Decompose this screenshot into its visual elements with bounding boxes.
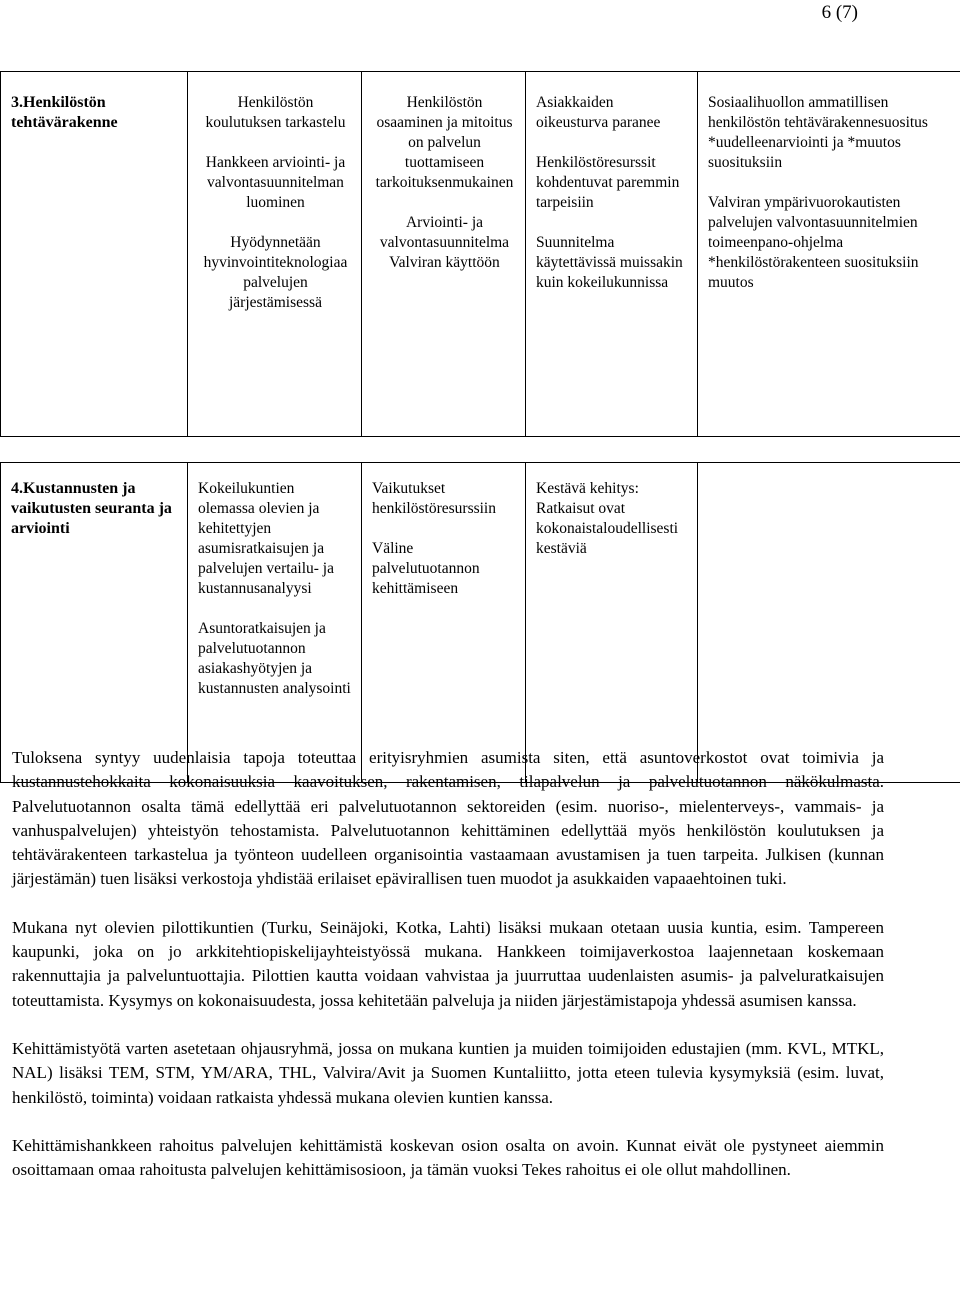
table-cell	[526, 72, 698, 437]
cell-text: Valviran ympärivuorokautisten palvelujen valvontasuunnitelmien toimeenpano-ohjelma *henkilöstörakenteen suosituksiin muutos	[708, 194, 919, 291]
table-row	[1, 72, 960, 437]
row-header-text: 4.Kustannusten ja vaikutusten seuranta ja arviointi	[11, 480, 172, 537]
paragraph: Tuloksena syntyy uudenlaisia tapoja toteuttaa erityisryhmien asumista siten, että asuntoverkostot ovat toimivia ja kustannustehokkaita kokonaisuuksia kaavoituksen, rakentamisen, tilapalvelun ja palvelutuotannon näkökulmasta. Palvelutuotannon osalta tämä edellyttää eri palvelutuotannon sektoreiden (esim. nuoriso-, mielenterveys-, vammais- ja vanhuspalvelujen) yhteistyön tehostamista. Palvelutuotannon kehittäminen edellyttää myös henkilöstön koulutuksen ja tehtävärakenteen tarkastelua ja työnteon uudelleen organisointia vastaamaan avustamisen ja tuen tarpeita. Julkisen (kunnan järjestämän) tuen lisäksi verkostoja yhdistää erilaiset epävirallisen tuen muodot ja asukkaiden vapaaehtoinen tuki.	[12, 748, 884, 889]
paragraph: Mukana nyt olevien pilottikuntien (Turku, Seinäjoki, Kotka, Lahti) lisäksi mukaan otetaan uusia kuntia, esim. Tampereen kaupunki, joka on jo arkkitehtiopiskelijayhteistyössä mukana. Hankkeen toimijaverkostoa laajennetaan koskemaan rakennuttajia ja palveluntuottajia. Pilottien kautta voidaan vahvistaa ja juurruttaa uudenlaisten asumis- ja palveluratkaisujen toteuttamista. Kysymys on kokonaisuudesta, jossa kehitetään palveluja ja niiden järjestämistapoja yhdessä asumisen kanssa.	[12, 917, 884, 1010]
project-table	[0, 71, 960, 783]
paragraph: Kehittämistyötä varten asetetaan ohjausryhmä, jossa on mukana kuntien ja muiden toimijoiden edustajien (mm. KVL, MTKL, NAL) lisäksi TEM, STM, YM/ARA, THL, Valvira/Avit ja Suomen Kuntaliitto, jotta eteen tulevia kysymyksiä (esim. luvat, henkilöstö, toiminta) voidaan ratkaista yhdessä mukana olevien kuntien kanssa.	[12, 1038, 884, 1107]
table-row	[1, 463, 960, 783]
cell-text: Kestävä kehitys: Ratkaisut ovat kokonaistaloudellisesti kestäviä	[536, 480, 679, 557]
cell-text: Väline palvelutuotannon kehittämiseen	[372, 540, 480, 597]
cell-text: Hyödynnetään hyvinvointiteknologiaa palvelujen järjestämisessä	[203, 234, 348, 311]
cell-text: Kokeilukuntien olemassa olevien ja kehitettyjen asumisratkaisujen ja palvelujen vertailu- ja kustannusanalyysi	[198, 480, 334, 597]
body-text	[12, 746, 884, 1206]
table-cell	[188, 72, 362, 437]
table-cell-empty	[698, 463, 960, 783]
cell-text: Vaikutukset henkilöstöresurssiin	[372, 480, 496, 517]
table-cell	[526, 463, 698, 783]
cell-text: Henkilöstön koulutuksen tarkastelu	[205, 94, 346, 131]
cell-text: Henkilöstöresurssit kohdentuvat paremmin tarpeisiin	[536, 154, 680, 211]
row-header	[1, 463, 188, 783]
page-number: 6 (7)	[821, 2, 858, 23]
cell-text: Asuntoratkaisujen ja palvelutuotannon asiakashyötyjen ja kustannusten analysointi	[198, 620, 351, 697]
row-header-text: 3.Henkilöstön tehtävärakenne	[11, 94, 118, 131]
table-spacer	[1, 437, 960, 463]
table-cell	[698, 72, 960, 437]
cell-text: Asiakkaiden oikeusturva paranee	[536, 94, 661, 131]
cell-text: Suunnitelma käytettävissä muissakin kuin kokeilukunnissa	[536, 234, 683, 291]
table-cell	[188, 463, 362, 783]
cell-text: Arviointi- ja valvontasuunnitelma Valviran käyttöön	[379, 214, 510, 271]
table-cell	[362, 72, 526, 437]
row-header	[1, 72, 188, 437]
table-cell	[362, 463, 526, 783]
cell-text: Sosiaalihuollon ammatillisen henkilöstön tehtävärakennesuositus *uudelleenarviointi ja *muutos suosituksiin	[708, 94, 928, 171]
paragraph: Kehittämishankkeen rahoitus palvelujen kehittämistä koskevan osion osalta on avoin. Kunnat eivät ole pystyneet aiemmin osoittamaan omaa rahoitusta palvelujen kehittämisosioon, ja tämän vuoksi Tekes rahoitus ei ole ollut mahdollinen.	[12, 1135, 884, 1180]
cell-text: Hankkeen arviointi- ja valvontasuunnitelman luominen	[205, 154, 346, 211]
cell-text: Henkilöstön osaaminen ja mitoitus on palvelun tuottamiseen tarkoituksenmukainen	[375, 94, 514, 191]
